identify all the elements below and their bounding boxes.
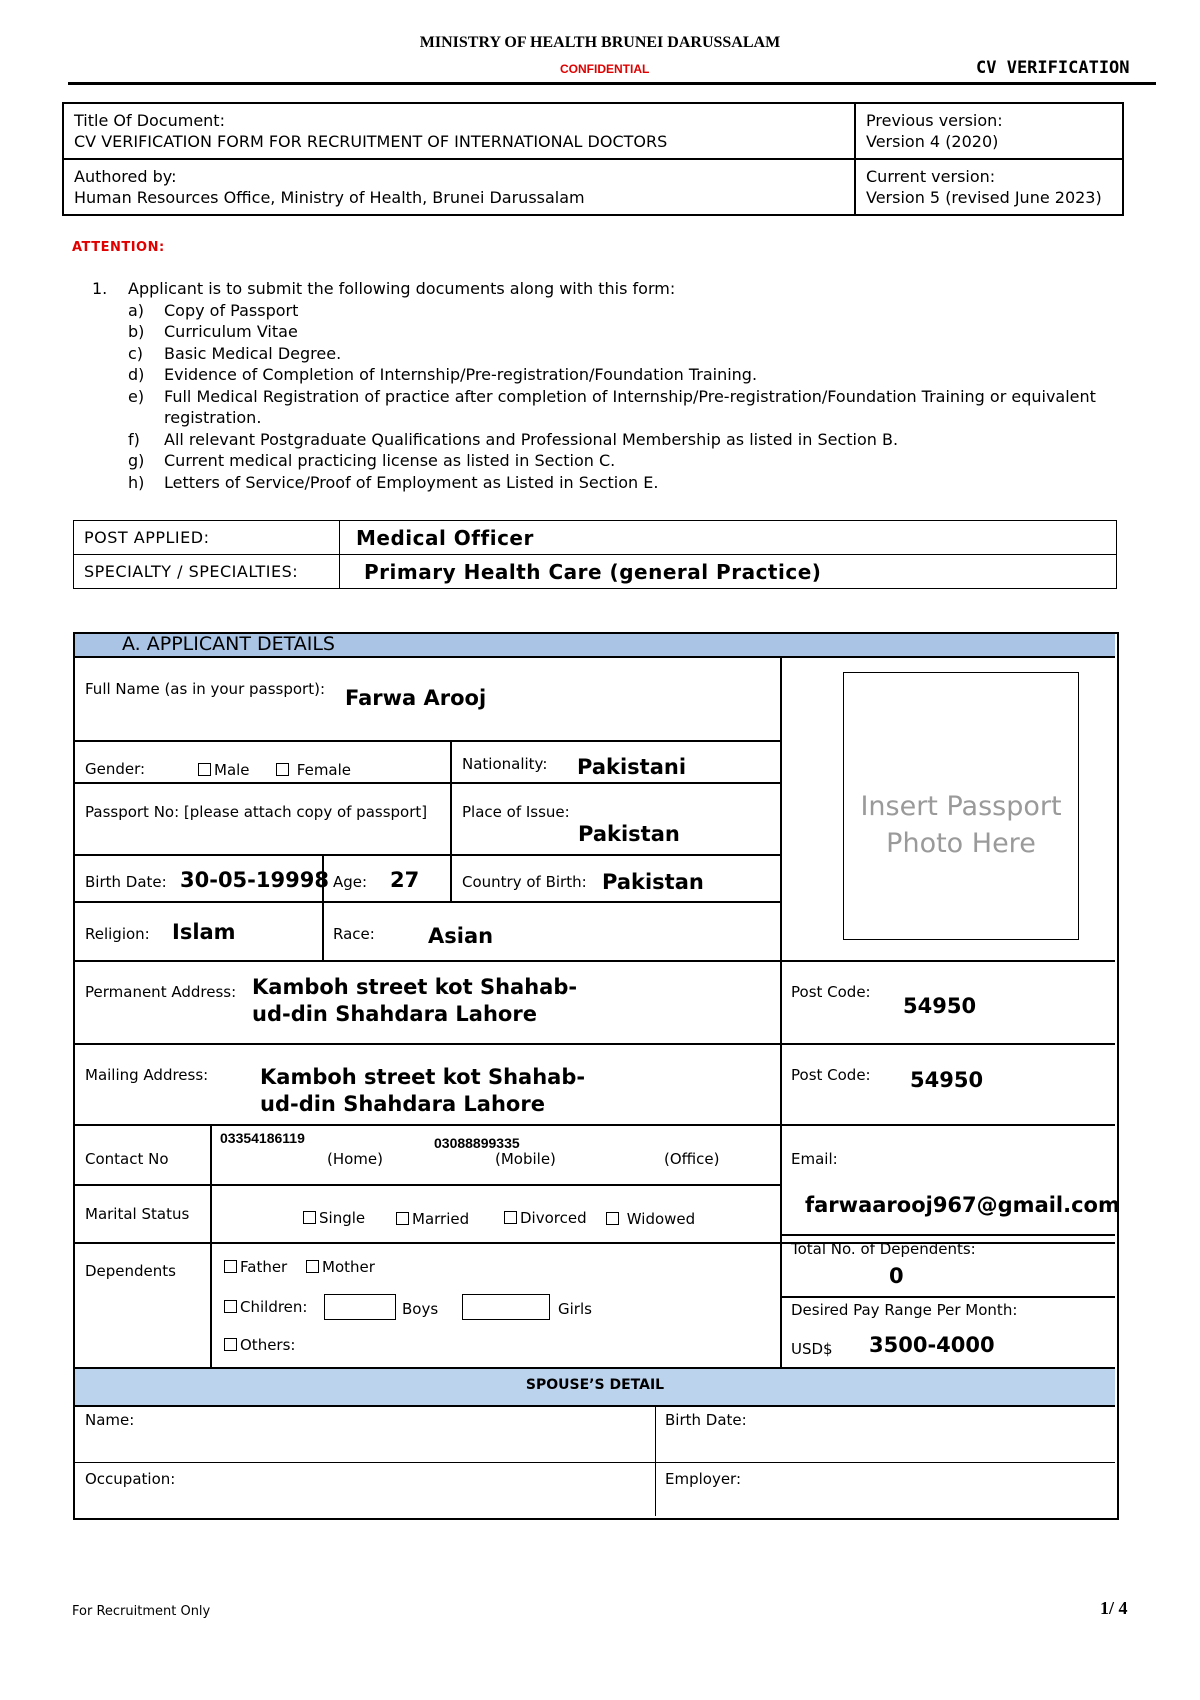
nationality-label: Nationality:	[462, 755, 548, 773]
attention-list	[92, 278, 1132, 493]
photo-placeholder-line2: Photo Here	[886, 828, 1036, 859]
checkbox-icon[interactable]	[224, 1260, 237, 1273]
gender-female-option[interactable]: Female	[276, 761, 351, 779]
ministry-title: MINISTRY OF HEALTH BRUNEI DARUSSALAM	[419, 34, 781, 51]
spouse-detail-title: SPOUSE’S DETAIL	[525, 1377, 665, 1393]
mailing-address-value[interactable]	[260, 1064, 585, 1118]
grid-line	[450, 740, 452, 854]
country-of-birth-value[interactable]: Pakistan	[602, 870, 704, 894]
subitem-key: g)	[128, 451, 145, 470]
grid-line	[781, 1234, 1115, 1236]
dependent-others-option[interactable]: Others:	[224, 1336, 295, 1354]
girls-label: Girls	[558, 1300, 592, 1318]
doc-curr-version-label: Current version:	[866, 167, 996, 186]
permanent-address-value[interactable]	[252, 974, 577, 1028]
grid-line	[75, 1124, 1115, 1126]
mailing-address-line2: ud-din Shahdara Lahore	[260, 1092, 545, 1116]
race-label: Race:	[333, 925, 375, 943]
grid-line	[75, 1462, 1115, 1463]
subitem-key: e)	[128, 386, 145, 406]
footer-note: For Recruitment Only	[72, 1604, 211, 1619]
attention-subitem	[92, 472, 1132, 494]
specialty-value[interactable]: Primary Health Care (general Practice)	[340, 555, 1117, 589]
mailing-postcode-value[interactable]: 54950	[910, 1068, 984, 1092]
attention-item-text: Applicant is to submit the following documents along with this form:	[128, 279, 676, 298]
permanent-address-line1: Kamboh street kot Shahab-	[252, 975, 578, 999]
grid-line	[210, 1126, 212, 1367]
full-name-label: Full Name (as in your passport):	[85, 680, 325, 698]
checkbox-icon[interactable]	[303, 1211, 316, 1224]
attention-subitem	[92, 429, 1132, 451]
doc-prev-version-cell	[855, 103, 1123, 159]
full-name-value[interactable]: Farwa Arooj	[345, 686, 487, 710]
doc-prev-version-value: Version 4 (2020)	[866, 132, 999, 151]
post-applied-value[interactable]: Medical Officer	[340, 521, 1117, 555]
country-of-birth-label: Country of Birth:	[462, 873, 587, 891]
checkbox-icon[interactable]	[224, 1300, 237, 1313]
attention-heading: ATTENTION:	[72, 240, 165, 255]
religion-label: Religion:	[85, 925, 150, 943]
confidential-label: CONFIDENTIAL	[560, 62, 650, 76]
checkbox-icon[interactable]	[224, 1338, 237, 1351]
attention-subitem	[92, 321, 1132, 343]
religion-value[interactable]: Islam	[172, 920, 236, 944]
dependent-children-option[interactable]: Children:	[224, 1298, 307, 1316]
doc-title-cell	[63, 103, 855, 159]
pay-currency-label: USD$	[791, 1340, 833, 1358]
doc-title-value: CV VERIFICATION FORM FOR RECRUITMENT OF INTERNATIONAL DOCTORS	[74, 132, 668, 151]
grid-line	[75, 1184, 781, 1186]
page-number: 1/ 4	[1100, 1598, 1128, 1618]
email-label: Email:	[791, 1150, 838, 1168]
total-dependents-label: Total No. of Dependents:	[791, 1240, 976, 1258]
doc-prev-version-label: Previous version:	[866, 111, 1003, 130]
marital-widowed-option[interactable]: Widowed	[606, 1210, 695, 1228]
permanent-address-label: Permanent Address:	[85, 983, 237, 1001]
grid-line	[75, 1043, 1115, 1045]
contact-no-label: Contact No	[85, 1150, 169, 1168]
post-applied-table	[73, 520, 1117, 589]
permanent-postcode-value[interactable]: 54950	[903, 994, 977, 1018]
dependent-father-option[interactable]: Father	[224, 1258, 287, 1276]
doc-author-cell	[63, 159, 855, 215]
dependents-label: Dependents	[85, 1262, 176, 1280]
specialty-label: SPECIALTY / SPECIALTIES:	[74, 555, 340, 589]
subitem-text: Full Medical Registration of practice after completion of Internship/Pre-registration/Foundation Training or equivalent registration.	[164, 386, 1096, 427]
attention-subitem	[92, 343, 1132, 365]
doc-author-label: Authored by:	[74, 167, 177, 186]
attention-subitem	[92, 364, 1132, 386]
marital-status-label: Marital Status	[85, 1205, 190, 1223]
grid-line	[780, 656, 782, 1367]
place-of-issue-label: Place of Issue:	[462, 803, 570, 821]
cv-verification-label: CV VERIFICATION	[976, 58, 1130, 78]
contact-office-label: (Office)	[664, 1150, 720, 1168]
attention-item	[92, 278, 1132, 300]
marital-divorced-option[interactable]: Divorced	[504, 1209, 587, 1227]
checkbox-icon[interactable]	[504, 1211, 517, 1224]
header-divider	[68, 82, 1156, 85]
doc-title-label: Title Of Document:	[74, 111, 225, 130]
checkbox-icon[interactable]	[198, 763, 211, 776]
contact-mobile-value[interactable]: 03088899335	[434, 1135, 520, 1151]
permanent-postcode-label: Post Code:	[791, 983, 871, 1001]
attention-subitem	[92, 450, 1132, 472]
age-label: Age:	[333, 873, 368, 891]
pay-range-value[interactable]: 3500-4000	[869, 1333, 995, 1357]
attention-item-number: 1.	[92, 279, 108, 298]
boys-count-input[interactable]	[324, 1294, 396, 1320]
grid-line	[75, 960, 1115, 962]
checkbox-icon[interactable]	[276, 763, 289, 776]
subitem-key: h)	[128, 472, 145, 492]
mailing-address-label: Mailing Address:	[85, 1066, 209, 1084]
nationality-value[interactable]: Pakistani	[577, 755, 687, 779]
doc-curr-version-cell	[855, 159, 1123, 215]
doc-author-value: Human Resources Office, Ministry of Health, Brunei Darussalam	[74, 188, 585, 207]
attention-subitem	[92, 386, 1132, 429]
gender-male-option[interactable]: Male	[198, 761, 250, 779]
subitem-key: d)	[128, 365, 145, 384]
grid-line	[655, 1405, 656, 1516]
subitem-key: a)	[128, 300, 145, 320]
permanent-address-line2: ud-din Shahdara Lahore	[252, 1002, 537, 1026]
total-dependents-value[interactable]: 0	[889, 1264, 904, 1288]
grid-line	[75, 740, 781, 742]
boys-label: Boys	[402, 1300, 439, 1318]
spouse-birth-date-label: Birth Date:	[665, 1411, 747, 1429]
email-value[interactable]: farwaarooj967@gmail.com	[805, 1193, 1120, 1217]
checkbox-icon[interactable]	[306, 1260, 319, 1273]
checkbox-icon[interactable]	[606, 1212, 619, 1225]
race-value[interactable]: Asian	[428, 924, 494, 948]
photo-placeholder-line1: Insert Passport	[860, 791, 1062, 822]
gender-label: Gender:	[85, 760, 146, 778]
attention-subitem	[92, 300, 1132, 322]
pay-range-label: Desired Pay Range Per Month:	[791, 1301, 1018, 1319]
dependent-mother-option[interactable]: Mother	[306, 1258, 375, 1276]
mailing-postcode-label: Post Code:	[791, 1066, 871, 1084]
doc-curr-version-value: Version 5 (revised June 2023)	[866, 188, 1102, 207]
grid-line	[781, 1296, 1115, 1298]
subitem-text: All relevant Postgraduate Qualifications and Professional Membership as listed in Section B.	[164, 429, 899, 449]
checkbox-icon[interactable]	[396, 1212, 409, 1225]
subitem-key: b)	[128, 322, 145, 341]
grid-line	[450, 854, 452, 901]
mailing-address-line1: Kamboh street kot Shahab-	[260, 1065, 586, 1089]
post-applied-label: POST APPLIED:	[74, 521, 340, 555]
spouse-employer-label: Employer:	[665, 1470, 742, 1488]
subitem-text: Basic Medical Degree.	[164, 343, 342, 363]
spouse-occupation-label: Occupation:	[85, 1470, 176, 1488]
subitem-text: Evidence of Completion of Internship/Pre-registration/Foundation Training.	[164, 365, 758, 384]
grid-line	[75, 1405, 1115, 1407]
subitem-text: Curriculum Vitae	[164, 322, 298, 341]
grid-line	[75, 901, 781, 903]
passport-no-label: Passport No: [please attach copy of passport]	[85, 803, 428, 821]
age-value[interactable]: 27	[390, 868, 420, 892]
contact-mobile-label: (Mobile)	[495, 1150, 556, 1168]
place-of-issue-value[interactable]: Pakistan	[578, 822, 680, 846]
marital-married-option[interactable]: Married	[396, 1210, 469, 1228]
subitem-text: Current medical practicing license as listed in Section C.	[164, 451, 616, 470]
photo-placeholder	[843, 788, 1079, 862]
grid-line	[75, 854, 781, 856]
contact-home-label: (Home)	[327, 1150, 384, 1168]
girls-count-input[interactable]	[462, 1294, 550, 1320]
birth-date-label: Birth Date:	[85, 873, 167, 891]
subitem-key: c)	[128, 343, 144, 363]
document-info-table	[62, 102, 1124, 216]
birth-date-value[interactable]: 30-05-19998	[180, 868, 329, 892]
subitem-key: f)	[128, 429, 140, 449]
grid-line	[75, 782, 781, 784]
subitem-text: Copy of Passport	[164, 300, 299, 320]
subitem-text: Letters of Service/Proof of Employment as Listed in Section E.	[164, 472, 659, 492]
section-a-title: A. APPLICANT DETAILS	[122, 633, 335, 655]
spouse-name-label: Name:	[85, 1411, 135, 1429]
marital-single-option[interactable]: Single	[303, 1209, 365, 1227]
contact-home-value[interactable]: 03354186119	[220, 1130, 305, 1146]
